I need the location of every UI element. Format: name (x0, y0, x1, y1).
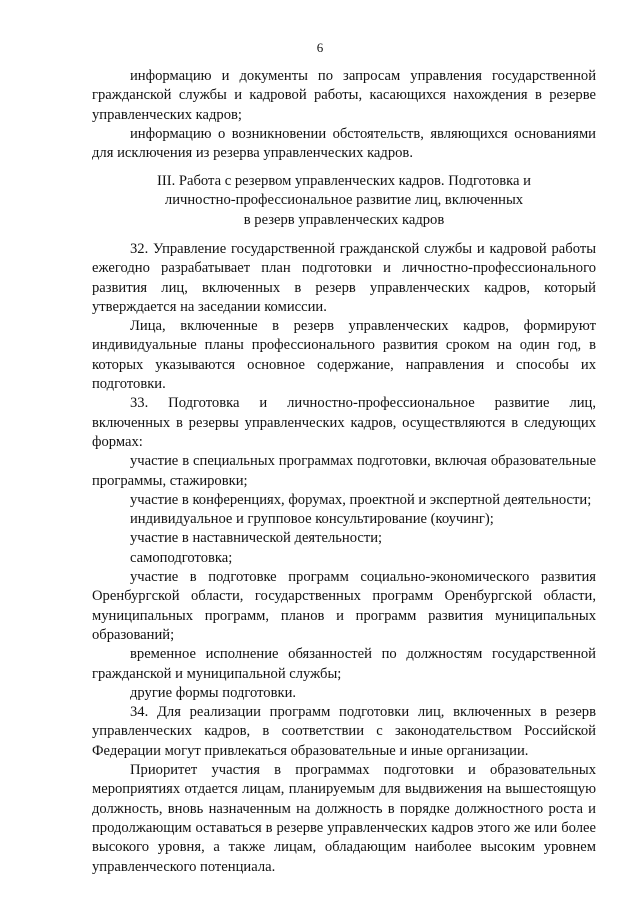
list-item: временное исполнение обязанностей по должностям государственной гражданской и муниципальной службы; (92, 646, 596, 682)
list-item: участие в подготовке программ социально-экономического развития Оренбургской области, государственных программ Оренбургской области, муниципальных программ, планов и программ развития муниципальных образований; (92, 569, 596, 643)
section-heading-line: в резерв управленческих кадров (243, 211, 445, 228)
list-item: другие формы подготовки. (130, 684, 297, 701)
list-item: участие в наставнической деятельности; (130, 530, 383, 547)
paragraph: информацию о возникновении обстоятельств, являющихся основаниями для исключения из резерва управленческих кадров. (92, 125, 596, 162)
body-text-block (92, 240, 596, 877)
section-heading-line: III. Работа с резервом управленческих кадров. Подготовка и (157, 173, 531, 189)
paragraph: Лица, включенные в резерв управленческих кадров, формируют индивидуальные планы профессионального развития сроком на один год, в которых указываются основное содержание, направления и способы их подготовки. (92, 318, 596, 393)
list-item: участие в специальных программах подготовки, включая образовательные программы, стажировки; (92, 453, 596, 489)
paragraph: информацию и документы по запросам управления государственной гражданской службы и кадровой работы, касающихся нахождения в резерве управленческих кадров; (92, 68, 596, 123)
list-item: участие в конференциях, форумах, проектной и экспертной деятельности; (130, 491, 592, 508)
list-item: индивидуальное и групповое консультирование (коучинг); (130, 511, 494, 528)
paragraph: Приоритет участия в программах подготовки и образовательных мероприятиях отдается лицам, планируемым для выдвижения на вышестоящую должность, вновь назначенным на должность в порядке должностного роста и продолжающим оставаться в резерве управленческих кадров этого же или более высокого уровня, а также лицам, обладающим наиболее высоким уровнем управленческого потенциала. (92, 762, 596, 875)
top-text-block (92, 67, 596, 163)
list-item: самоподготовка; (130, 549, 233, 566)
paragraph: 33. Подготовка и личностно-профессиональное развитие лиц, включенных в резервы управленческих кадров, осуществляются в следующих формах: (92, 395, 596, 450)
paragraph: 32. Управление государственной гражданской службы и кадровой работы ежегодно разрабатывает план подготовки и личностно-профессионального развития лиц, включенных в резерв управленческих кадров, который утверждается на заседании комиссии. (92, 241, 596, 315)
paragraph: 34. Для реализации программ подготовки лиц, включенных в резерв управленческих кадров, в соответствии с законодательством Российской Федерации могут привлекаться образовательные и иные организации. (92, 704, 596, 759)
section-heading-line: личностно-профессиональное развитие лиц, включенных (164, 192, 524, 209)
page-number: 6 (316, 40, 324, 55)
section-heading (92, 172, 596, 230)
